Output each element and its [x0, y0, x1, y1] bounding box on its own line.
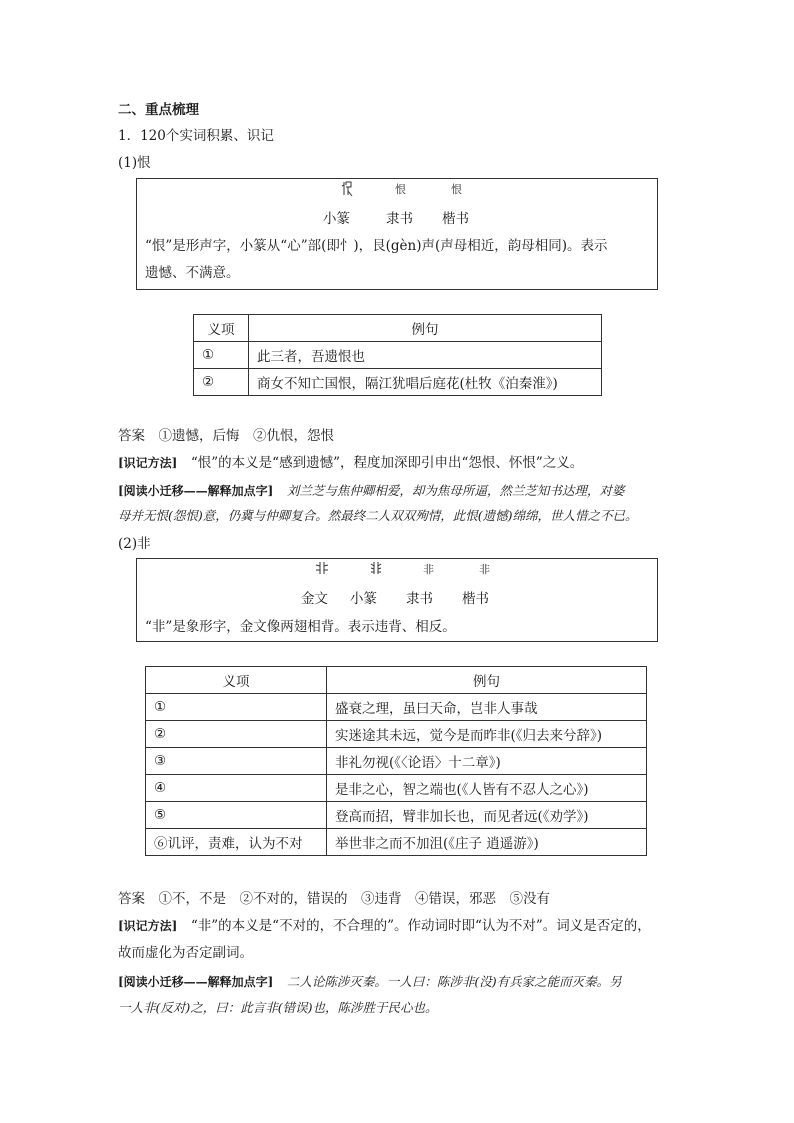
fei-bronze-glyph [315, 561, 329, 578]
example-cell: 是非之心，智之端也(《人皆有不忍人之心》) [327, 775, 647, 802]
meaning-cell: ② [146, 721, 327, 748]
hen-heading: (1)恨 [118, 155, 151, 171]
reading-tag: [阅读小迁移——解释加点字] [118, 484, 274, 498]
answer-label: 答案 [118, 891, 145, 907]
fei-seal-glyph [369, 561, 383, 578]
hen-script-labels [137, 207, 657, 227]
meaning-cell: ① [194, 342, 249, 369]
reading-text: 二人论陈涉灭秦。一人曰：陈涉非(没)有兵家之能而灭秦。另 [286, 974, 622, 989]
table-row [146, 802, 647, 829]
table-row [146, 748, 647, 775]
table-row [146, 721, 647, 748]
fei-script-regular: 楷书 [462, 591, 489, 607]
hen-etymology-box [136, 178, 658, 290]
table-row [194, 369, 602, 396]
fei-meaning-table [145, 666, 647, 856]
method-tag: [识记方法] [118, 456, 178, 470]
hen-seal-glyph [341, 181, 353, 200]
fei-heading: (2)非 [118, 536, 151, 552]
meaning-header: 义项 [194, 315, 249, 342]
reading-text: 刘兰芝与焦仲卿相爱，却为焦母所逼，然兰芝知书达理，对婆 [286, 483, 625, 498]
meaning-cell: ① [146, 694, 327, 721]
method-tag: [识记方法] [118, 919, 178, 933]
hen-regular-glyph: 恨 [451, 183, 462, 196]
meaning-cell: ③ [146, 748, 327, 775]
example-cell: 登高而招，臂非加长也，而见者远(《劝学》) [327, 802, 647, 829]
hen-answer [118, 424, 334, 444]
example-header: 例句 [249, 315, 602, 342]
example-cell: 实迷途其未远，觉今是而昨非(《归去来兮辞》) [327, 721, 647, 748]
table-header-row [194, 315, 602, 342]
fei-memory-method-line2: 故而虚化为否定副词。 [118, 945, 253, 961]
fei-script-bronze: 金文 [301, 591, 328, 607]
hen-description-line1: “恨”是形声字，小篆从“心”部(即忄)，艮(gèn)声(声母相近，韵母相同)。表示 [145, 238, 608, 254]
meaning-cell: ④ [146, 775, 327, 802]
table-row [146, 775, 647, 802]
table-row [194, 342, 602, 369]
meaning-cell: ⑥讥评，责难，认为不对 [146, 829, 327, 856]
hen-script-regular: 楷书 [442, 211, 469, 227]
fei-memory-method-line1 [118, 914, 651, 934]
hen-reading-line1 [118, 479, 624, 499]
hen-glyph-row [137, 181, 657, 199]
fei-regular-glyph: 非 [479, 563, 490, 576]
hen-clerical-glyph: 恨 [395, 183, 406, 196]
section-title: 二、重点梳理 [118, 102, 199, 118]
hen-description-line2: 遗憾、不满意。 [145, 265, 240, 281]
answer-text: ①遗憾，后悔 ②仇恨，怨恨 [158, 428, 334, 444]
hen-reading-line2: 母并无恨(怨恨)意，仍冀与仲卿复合。然最终二人双双殉情，此恨(遗憾)绵绵，世人惜之不已。 [118, 508, 638, 523]
fei-answer [118, 887, 550, 907]
example-header: 例句 [327, 667, 647, 694]
example-cell: 此三者，吾遗恨也 [249, 342, 602, 369]
fei-script-labels [137, 587, 657, 607]
fei-description-line1: “非”是象形字，金文像两翅相背。表示违背、相反。 [145, 619, 456, 635]
fei-glyph-row [137, 561, 657, 579]
table-row [146, 829, 647, 856]
example-cell: 举世非之而不加沮(《庄子 逍遥游》) [327, 829, 647, 856]
table-row [146, 694, 647, 721]
table-header-row [146, 667, 647, 694]
answer-label: 答案 [118, 428, 145, 444]
hen-script-clerical: 隶书 [386, 211, 413, 227]
answer-text: ①不，不是 ②不对的，错误的 ③违背 ④错误，邪恶 ⑤没有 [158, 891, 550, 907]
meaning-header: 义项 [146, 667, 327, 694]
subsection-title: 1．120个实词积累、识记 [118, 128, 274, 144]
fei-script-clerical: 隶书 [406, 591, 433, 607]
hen-script-seal: 小篆 [323, 211, 350, 227]
example-cell: 非礼勿视(《〈论语〉十二章》) [327, 748, 647, 775]
meaning-cell: ② [194, 369, 249, 396]
fei-reading-line2: 一人非(反对)之，曰：此言非(错误)也，陈涉胜于民心也。 [118, 1000, 438, 1015]
hen-memory-method [118, 451, 583, 471]
example-cell: 商女不知亡国恨，隔江犹唱后庭花(杜牧《泊秦淮》) [249, 369, 602, 396]
fei-clerical-glyph: 非 [423, 563, 434, 576]
example-cell: 盛衰之理，虽曰天命，岂非人事哉 [327, 694, 647, 721]
method-text: “非”的本义是“不对的，不合理的”。作动词时即“认为不对”。词义是否定的， [190, 918, 651, 934]
reading-tag: [阅读小迁移——解释加点字] [118, 975, 274, 989]
method-text: “恨”的本义是“感到遗憾”，程度加深即引申出“怨恨、怀恨”之义。 [190, 455, 584, 471]
fei-etymology-box [136, 558, 658, 642]
fei-reading-line1 [118, 970, 622, 990]
fei-script-seal: 小篆 [350, 591, 377, 607]
hen-meaning-table [193, 314, 602, 396]
meaning-cell: ⑤ [146, 802, 327, 829]
